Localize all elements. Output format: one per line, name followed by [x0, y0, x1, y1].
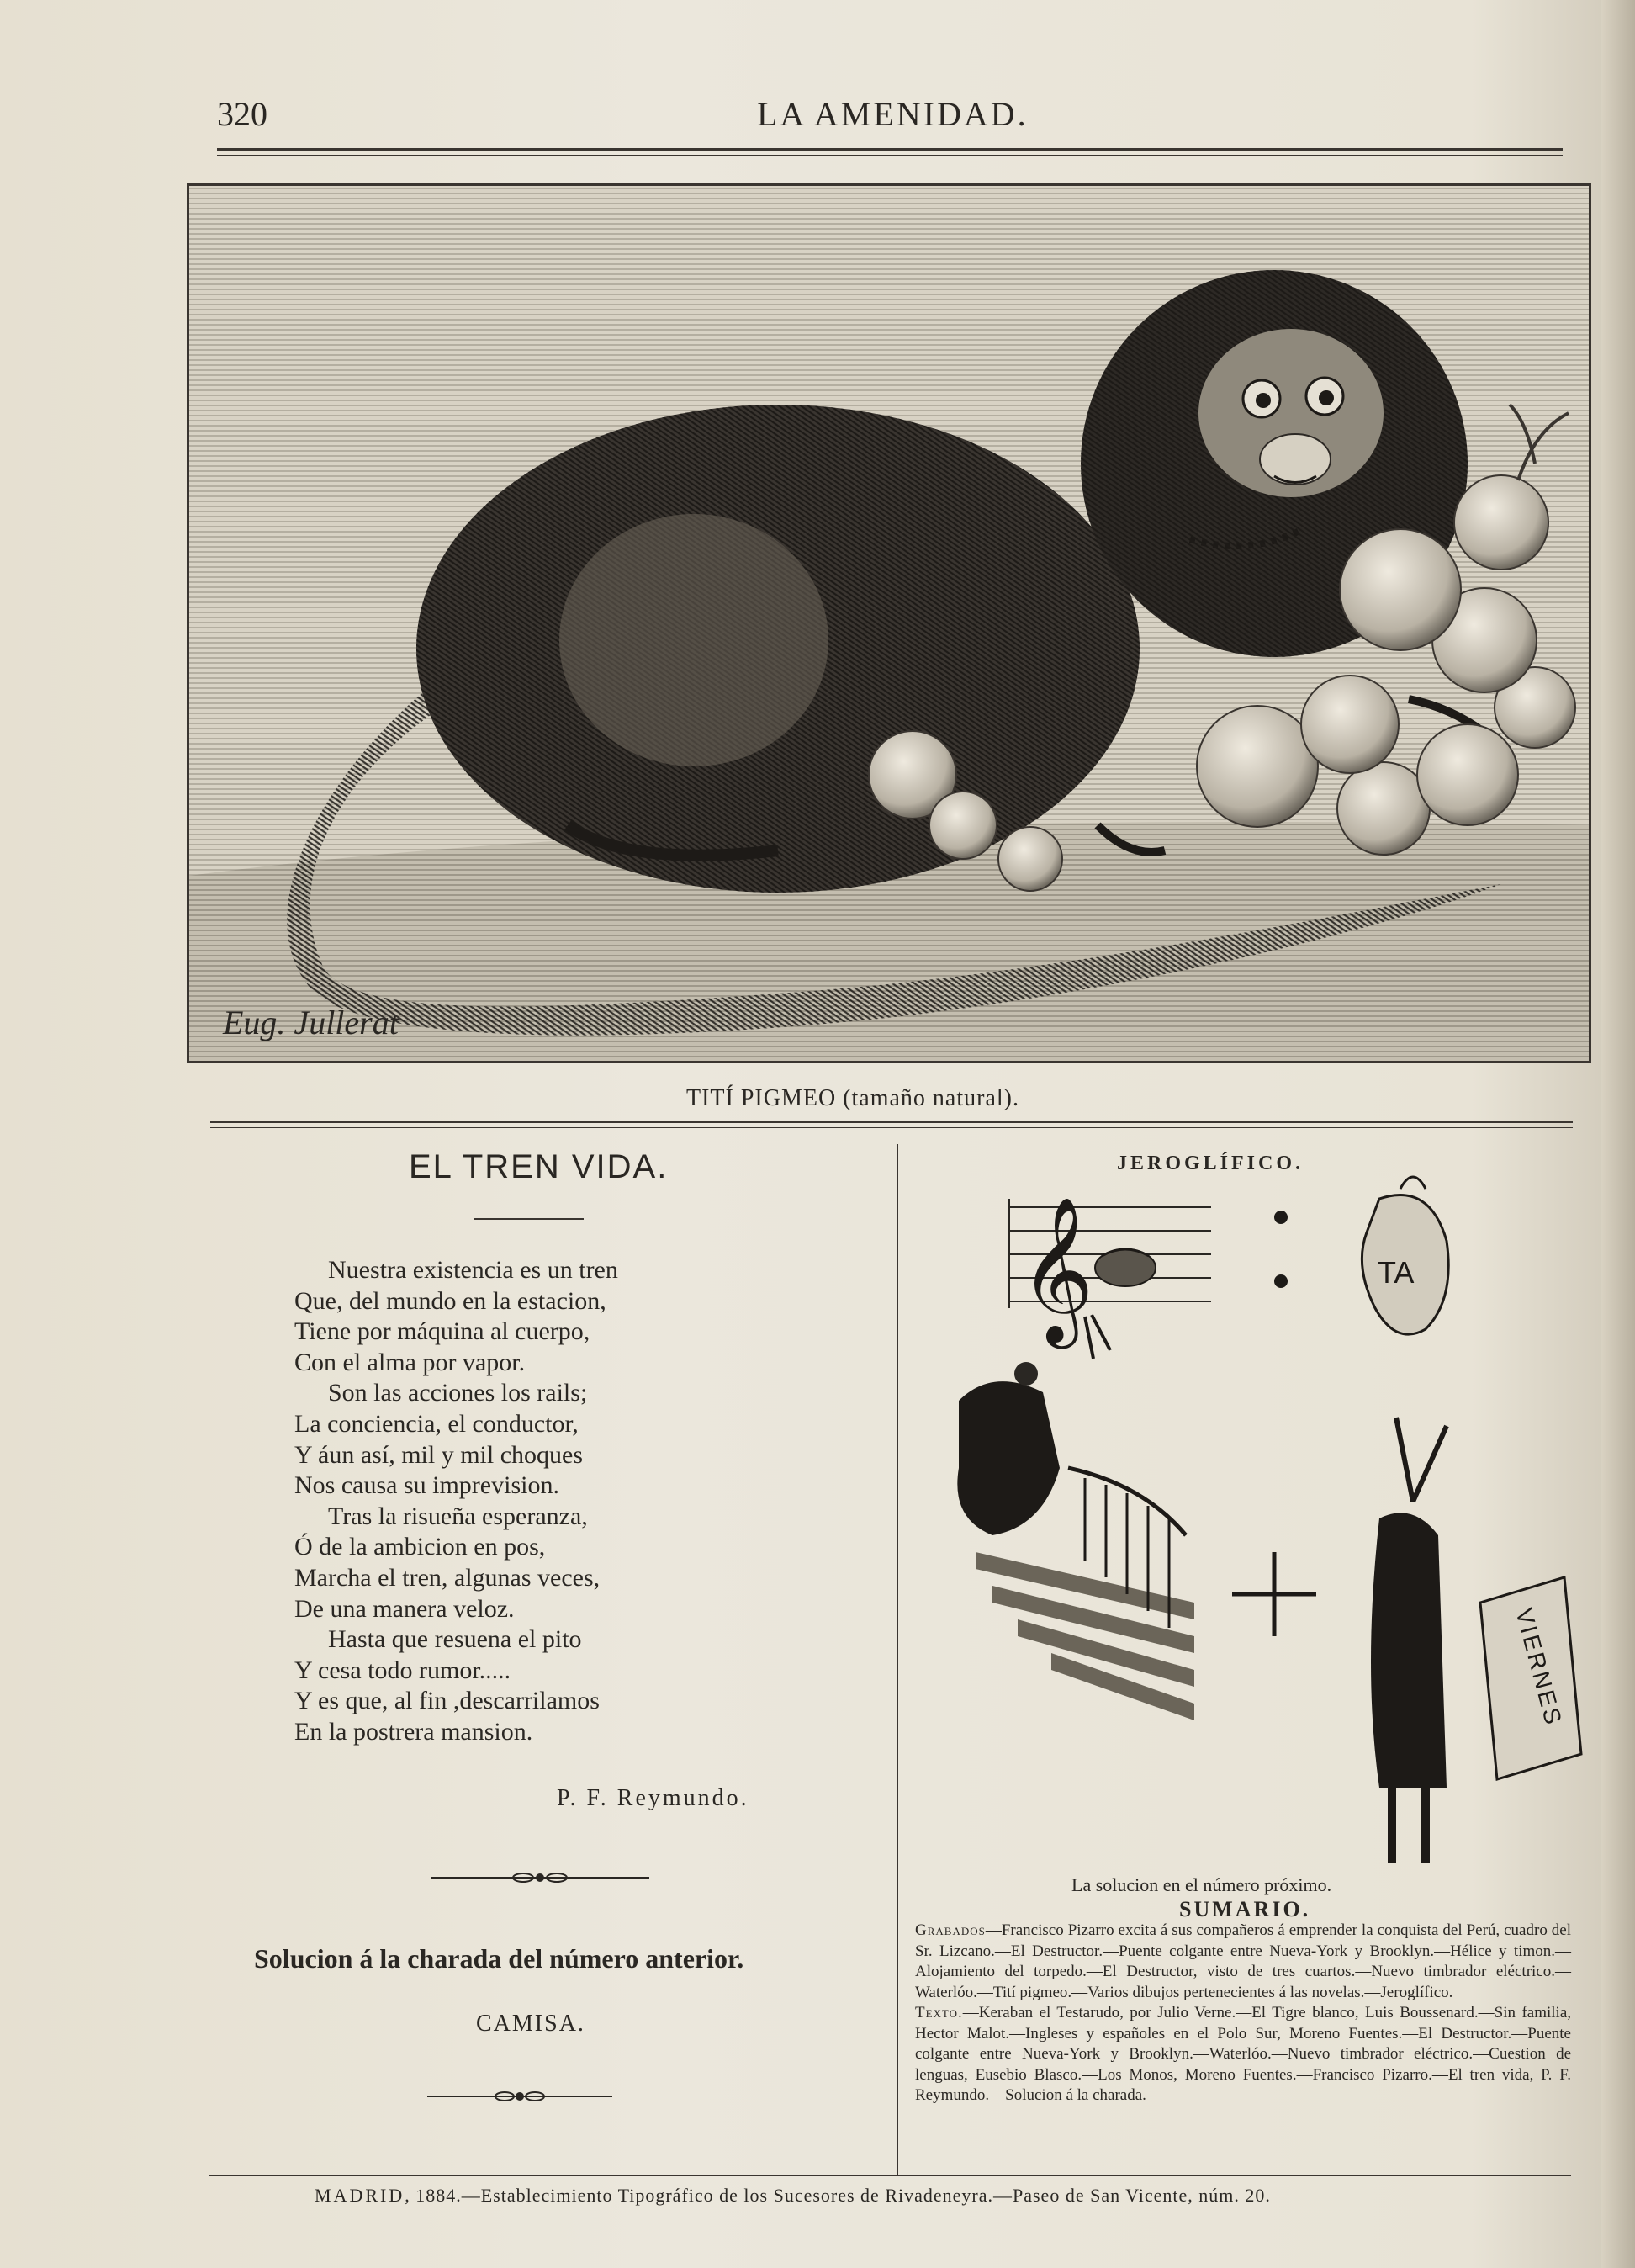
rebus-puzzle: [942, 1165, 1598, 1880]
ornament-divider-icon: [427, 2088, 612, 2105]
poem-line: La conciencia, el conductor,: [294, 1409, 579, 1438]
sumario-title: SUMARIO.: [1179, 1897, 1311, 1921]
page-number: 320: [217, 95, 267, 133]
sumario-texto-text: —Keraban el Testarudo, por Julio Verne.—El Tigre blanco, Luis Boussenard.—Sin familia, Hector Malot.—Ingleses y españoles en el Polo Sur, Moreno Fuentes.—El Destructor.—Puente colgante entre Nueva-York y Brooklyn.—Waterlóo.—Nuevo timbrador eléctrico.—Cuestion de lenguas, Eusebio Blasco.—Los Monos, Moreno Fuentes.—Francisco Pizarro.—El tren vida, P. F. Reymundo.—Solucion á la charada.: [915, 2004, 1571, 2104]
poem-title-rule: [474, 1218, 584, 1220]
poem-line: Que, del mundo en la estacion,: [294, 1286, 606, 1315]
sumario-grabados-label: Grabados: [915, 1921, 986, 1939]
stair-woman-figure-icon: [957, 1315, 1194, 1720]
poem-title: EL TREN VIDA.: [409, 1148, 669, 1185]
jeroglifico-title: JEROGLÍFICO.: [1117, 1153, 1304, 1174]
poem-line: Y cesa todo rumor.....: [294, 1656, 511, 1684]
poem-line: Ó de la ambicion en pos,: [294, 1533, 546, 1561]
illustration-caption: TITÍ PIGMEO (tamaño natural).: [686, 1085, 1019, 1111]
box-label: VIERNES: [1511, 1605, 1568, 1730]
man-with-box-figure-icon: [1371, 1418, 1581, 1863]
poem-line: Tras la risueña esperanza,: [328, 1502, 588, 1530]
poem-line: Nuestra existencia es un tren: [328, 1256, 618, 1284]
footer-rule: [209, 2175, 1571, 2176]
imprint-footer: [315, 2185, 1271, 2207]
header-rule-thin: [217, 155, 1563, 156]
poem-body: [294, 1255, 618, 1748]
sumario-texto-label: Texto.: [915, 2004, 963, 2022]
charade-solution-title: Solucion á la charada del número anterior.: [254, 1943, 744, 1974]
sumario-texto: [915, 2003, 1571, 2106]
poem-line: En la postrera mansion.: [294, 1717, 533, 1746]
poem-line: Con el alma por vapor.: [294, 1348, 526, 1376]
header-rule: [217, 148, 1563, 151]
poem-line: Nos causa su imprevision.: [294, 1471, 559, 1500]
sumario-grabados: [915, 1921, 1571, 2003]
poem-line: Son las acciones los rails;: [328, 1379, 588, 1407]
illustration-plate: [187, 183, 1591, 1063]
helmet-icon: [1362, 1177, 1448, 1334]
footer-city: MADRID: [315, 2185, 405, 2206]
page-spine-shadow: [1601, 0, 1635, 2268]
caption-rule: [210, 1121, 1573, 1123]
jeroglifico-solution-note: La solucion en el número próximo.: [1071, 1874, 1332, 1895]
poem-line: Marcha el tren, algunas veces,: [294, 1563, 601, 1592]
pygmy-marmoset-engraving: [189, 186, 1589, 1061]
caption-rule-thin: [210, 1127, 1573, 1128]
poem-line: Hasta que resuena el pito: [328, 1625, 582, 1654]
poem-author: P. F. Reymundo.: [557, 1785, 749, 1811]
column-divider: [897, 1144, 898, 2175]
footer-text: , 1884.—Establecimiento Tipográfico de los Sucesores de Rivadeneyra.—Paseo de San Vicente, núm. 20.: [405, 2185, 1271, 2206]
ornament-divider-icon: [431, 1869, 649, 1886]
plus-sign-icon: [1232, 1552, 1316, 1636]
poem-line: Y áun así, mil y mil choques: [294, 1440, 584, 1469]
sumario-grabados-text: —Francisco Pizarro excita á sus compañeros á emprender la conquista del Perú, cuadro del Sr. Lizcano.—El Destructor.—Puente colgante entre Nueva-York y Brooklyn.—Hélice y timon.—Alojamiento del torpedo.—El Destructor, visto de tres cuartos.—Nuevo timbrador eléctrico.—Waterlóo.—Tití pigmeo.—Varios dibujos pertenecientes á las novelas.—Jeroglífico.: [915, 1921, 1571, 2001]
treble-clef-icon: 𝄞: [1019, 1196, 1094, 1343]
poem-line: Tiene por máquina al cuerpo,: [294, 1317, 590, 1346]
poem-line: Y es que, al fin ,descarrilamos: [294, 1687, 600, 1715]
helmet-label: TA: [1378, 1255, 1415, 1290]
sumario-body: [915, 1921, 1571, 2106]
music-staff-icon: [1009, 1196, 1211, 1349]
charade-solution-answer: CAMISA.: [476, 2011, 585, 2037]
colon-dot-icon: [1274, 1211, 1288, 1224]
poem-line: De una manera veloz.: [294, 1594, 515, 1623]
running-title: LA AMENIDAD.: [757, 95, 1029, 133]
colon-dot-icon: [1274, 1274, 1288, 1288]
engraver-signature: Eug. Jullerat: [223, 1004, 399, 1041]
